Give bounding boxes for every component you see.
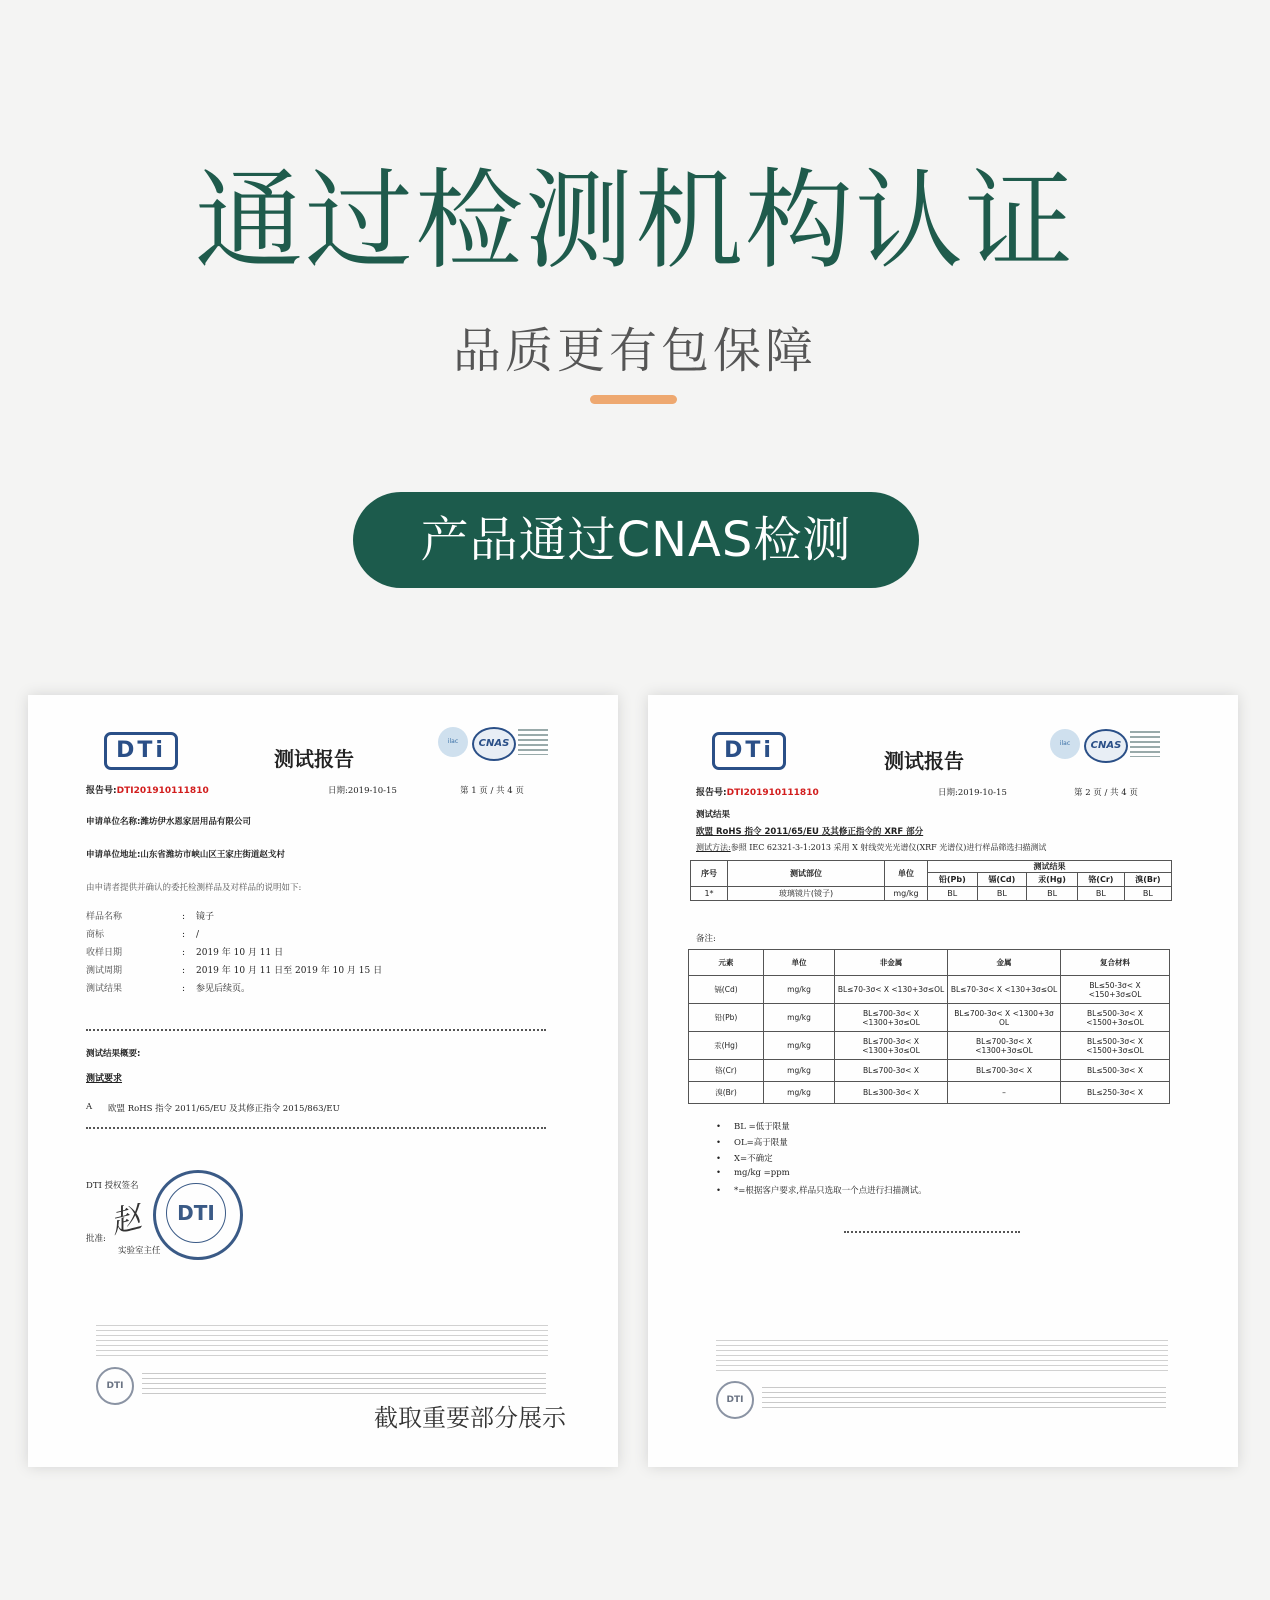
legend-item: • *=根据客户要求,样品只选取一个点进行扫描测试。 <box>716 1186 927 1196</box>
sample-intro: 由申请者提供并确认的委托检测样品及对样品的说明如下: <box>86 883 302 893</box>
table-row: 铅(Pb) mg/kg BL≤700-3σ< X <1300+3σ≤OL BL≤700-3σ< X <1300+3σ OL BL≤500-3σ< X <1500+3σ≤OL <box>689 1004 1170 1032</box>
cnas-badge: 产品通过CNAS检测 <box>353 492 919 588</box>
table-header: 汞(Hg) <box>1027 873 1078 887</box>
summary-label: 测试结果概要: <box>86 1049 141 1059</box>
table-header: 测试结果 <box>928 861 1172 873</box>
dti-logo: DTi <box>104 732 178 770</box>
legend-item: • X=不确定 <box>716 1154 773 1164</box>
field-sample-name: 样品名称 : 镜子 <box>86 912 215 922</box>
cnas-icon: CNAS <box>472 727 516 761</box>
dti-seal-icon: DTI <box>96 1367 134 1405</box>
table-header: 测试部位 <box>728 861 885 887</box>
table-row: 铬(Cr) mg/kg BL≤700-3σ< X BL≤700-3σ< X BL≤500-3σ< X <box>689 1060 1170 1082</box>
table-header: 铬(Cr) <box>1077 873 1124 887</box>
report-date: 日期:2019-10-15 <box>938 788 1007 798</box>
divider <box>86 1029 546 1031</box>
approve-label: 批准: <box>86 1234 106 1244</box>
field-test-period: 测试周期 : 2019 年 10 月 11 日至 2019 年 10 月 15 日 <box>86 966 383 976</box>
fine-print <box>96 1325 548 1359</box>
table-row: 1* 玻璃镜片(镜子) mg/kg BL BL BL BL BL <box>691 887 1172 901</box>
table-header: 单位 <box>764 950 835 976</box>
report-number: 报告号:DTI201910111810 <box>86 786 209 796</box>
table-header: 单位 <box>885 861 928 887</box>
dti-logo: DTi <box>712 732 786 770</box>
accreditation-text-icon <box>1130 731 1160 757</box>
fine-print <box>716 1340 1168 1374</box>
report-date: 日期:2019-10-15 <box>328 786 397 796</box>
report-title: 测试报告 <box>884 749 964 773</box>
footer-address <box>142 1373 546 1397</box>
legend-item: • OL=高于限量 <box>716 1138 788 1148</box>
table-header: 铅(Pb) <box>928 873 978 887</box>
footer-address <box>762 1387 1166 1411</box>
applicant: 申请单位名称:潍坊伊水恩家居用品有限公司 <box>86 817 251 827</box>
cnas-certification-logo <box>438 725 550 759</box>
handwritten-signature: 赵 <box>107 1199 145 1242</box>
approver-title: 实验室主任 <box>118 1246 161 1256</box>
cnas-certification-logo <box>1050 727 1162 761</box>
report-title: 测试报告 <box>274 747 354 771</box>
table-header: 溴(Br) <box>1124 873 1171 887</box>
page-title: 通过检测机构认证 <box>194 159 1075 284</box>
notes-label: 备注: <box>696 934 716 944</box>
report-number: 报告号:DTI201910111810 <box>696 788 819 798</box>
page-subtitle: 品质更有包保障 <box>452 323 817 379</box>
test-report-page-1 <box>28 695 618 1467</box>
field-received-date: 收样日期 : 2019 年 10 月 11 日 <box>86 948 284 958</box>
legend-item: • mg/kg =ppm <box>716 1168 790 1178</box>
legend-item: • BL =低于限量 <box>716 1122 790 1132</box>
divider <box>86 1127 546 1129</box>
table-header: 镉(Cd) <box>977 873 1027 887</box>
table-header: 金属 <box>948 950 1061 976</box>
accent-divider <box>590 395 677 404</box>
requirement-label: 测试要求 <box>86 1074 123 1084</box>
requirement-text: 欧盟 RoHS 指令 2011/65/EU 及其修正指令 2015/863/EU <box>108 1104 340 1114</box>
ilac-mra-icon: ilac <box>438 727 468 757</box>
accreditation-text-icon <box>518 729 548 755</box>
cnas-icon: CNAS <box>1084 729 1128 763</box>
dti-seal-icon: DTI <box>716 1381 754 1419</box>
table-header: 复合材料 <box>1061 950 1170 976</box>
report-footer <box>716 1381 1168 1419</box>
requirement-index: A <box>86 1102 93 1112</box>
regulation-text: 欧盟 RoHS 指令 2011/65/EU 及其修正指令的 XRF 部分 <box>696 827 924 837</box>
table-row: 溴(Br) mg/kg BL≤300-3σ< X – BL≤250-3σ< X <box>689 1082 1170 1104</box>
limits-table <box>688 949 1170 1104</box>
table-header: 非金属 <box>835 950 948 976</box>
caption: 截取重要部分展示 <box>374 1404 566 1432</box>
signatory-label: DTI 授权签名 <box>86 1181 139 1191</box>
page-number: 第 2 页 / 共 4 页 <box>1074 788 1138 798</box>
test-report-page-2 <box>648 695 1238 1467</box>
dti-stamp: DTI <box>153 1170 243 1260</box>
results-label: 测试结果 <box>696 810 731 820</box>
table-header: 序号 <box>691 861 728 887</box>
field-test-result: 测试结果 : 参见后续页。 <box>86 984 251 994</box>
results-table <box>690 860 1172 901</box>
page-number: 第 1 页 / 共 4 页 <box>460 786 524 796</box>
test-method: 测试方法:参照 IEC 62321-3-1:2013 采用 X 射线荧光光谱仪(XRF 光谱仪)进行样品筛选扫描测试 <box>696 843 1047 852</box>
table-row: 汞(Hg) mg/kg BL≤700-3σ< X <1300+3σ≤OL BL≤700-3σ< X <1300+3σ≤OL BL≤500-3σ< X <1500+3σ≤OL <box>689 1032 1170 1060</box>
end-divider <box>844 1231 1020 1233</box>
applicant-address: 申请单位地址:山东省潍坊市峡山区王家庄街道赵戈村 <box>86 850 285 860</box>
table-header: 元素 <box>689 950 764 976</box>
ilac-mra-icon: ilac <box>1050 729 1080 759</box>
table-row: 镉(Cd) mg/kg BL≤70-3σ< X <130+3σ≤OL BL≤70-3σ< X <130+3σ≤OL BL≤50-3σ< X <150+3σ≤OL <box>689 976 1170 1004</box>
field-trademark: 商标 : / <box>86 930 200 940</box>
